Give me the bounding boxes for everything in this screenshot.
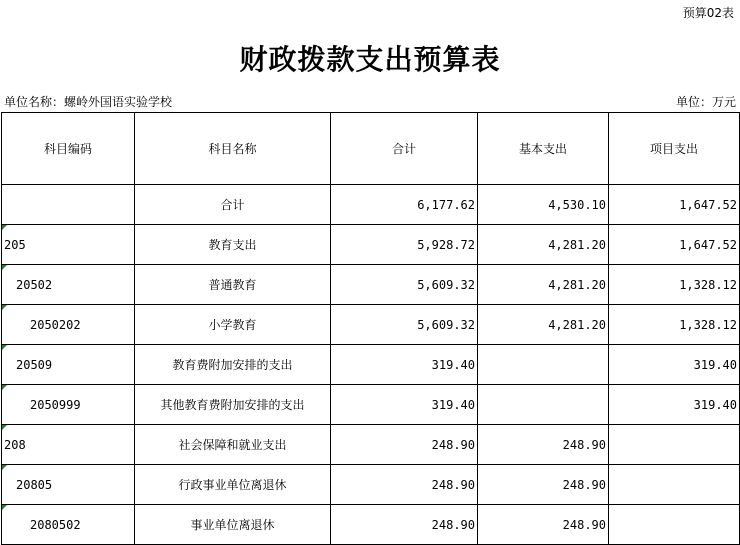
cell-basic: 248.90 <box>478 465 609 505</box>
cell-project: 319.40 <box>609 345 740 385</box>
cell-basic: 248.90 <box>478 425 609 465</box>
cell-total: 248.90 <box>331 465 478 505</box>
cell-marker-icon <box>2 225 7 230</box>
cell-code <box>2 305 135 345</box>
cell-project <box>609 425 740 465</box>
cell-marker-icon <box>2 465 7 470</box>
cell-project: 1,647.52 <box>609 225 740 265</box>
cell-project: 319.40 <box>609 385 740 425</box>
cell-basic: 4,281.20 <box>478 225 609 265</box>
table-row <box>2 465 740 505</box>
cell-name: 其他教育费附加安排的支出 <box>135 385 331 425</box>
cell-total: 6,177.62 <box>331 185 478 225</box>
cell-name: 合计 <box>135 185 331 225</box>
cell-name: 小学教育 <box>135 305 331 345</box>
cell-code <box>2 225 135 265</box>
cell-marker-icon <box>2 385 7 390</box>
cell-total: 5,609.32 <box>331 265 478 305</box>
currency-unit-label: 单位：万元 <box>675 95 736 109</box>
cell-project: 1,647.52 <box>609 185 740 225</box>
cell-basic: 4,281.20 <box>478 265 609 305</box>
cell-project <box>609 505 740 545</box>
cell-basic: 248.90 <box>478 505 609 545</box>
cell-code-text: 2080502 <box>30 517 81 532</box>
unit-name-label: 单位名称：螺岭外国语实验学校 <box>4 95 173 109</box>
cell-marker-icon <box>2 345 7 350</box>
table-header-row <box>2 113 740 185</box>
cell-code <box>2 385 135 425</box>
cell-name: 教育费附加安排的支出 <box>135 345 331 385</box>
cell-name: 教育支出 <box>135 225 331 265</box>
table-row <box>2 345 740 385</box>
cell-code <box>2 465 135 505</box>
cell-total: 248.90 <box>331 425 478 465</box>
cell-total: 319.40 <box>331 385 478 425</box>
cell-basic <box>478 385 609 425</box>
form-number: 预算02表 <box>682 6 734 20</box>
table-row <box>2 305 740 345</box>
header-code: 科目编码 <box>2 113 135 185</box>
cell-marker-icon <box>2 505 7 510</box>
cell-code <box>2 505 135 545</box>
cell-project: 1,328.12 <box>609 265 740 305</box>
cell-name: 普通教育 <box>135 265 331 305</box>
cell-name: 社会保障和就业支出 <box>135 425 331 465</box>
budget-table <box>1 112 740 545</box>
cell-code <box>2 425 135 465</box>
cell-total: 5,609.32 <box>331 305 478 345</box>
page-title: 财政拨款支出预算表 <box>239 43 501 76</box>
cell-code-text: 20502 <box>16 277 53 292</box>
table-row <box>2 425 740 465</box>
table-row <box>2 185 740 225</box>
cell-basic <box>478 345 609 385</box>
table-row <box>2 265 740 305</box>
cell-basic: 4,530.10 <box>478 185 609 225</box>
cell-code-text: 2050999 <box>30 397 81 412</box>
cell-code-text: 2050202 <box>30 317 81 332</box>
table-row <box>2 385 740 425</box>
cell-name: 事业单位离退休 <box>135 505 331 545</box>
cell-project <box>609 465 740 505</box>
cell-code <box>2 185 135 225</box>
cell-total: 248.90 <box>331 505 478 545</box>
cell-total: 319.40 <box>331 345 478 385</box>
header-name: 科目名称 <box>135 113 331 185</box>
cell-total: 5,928.72 <box>331 225 478 265</box>
cell-name: 行政事业单位离退休 <box>135 465 331 505</box>
cell-marker-icon <box>2 265 7 270</box>
cell-code <box>2 265 135 305</box>
cell-code-text: 208 <box>4 437 26 452</box>
cell-marker-icon <box>2 305 7 310</box>
cell-marker-icon <box>2 425 7 430</box>
header-total: 合计 <box>331 113 478 185</box>
cell-code-text: 205 <box>4 237 26 252</box>
table-row <box>2 225 740 265</box>
table-row <box>2 505 740 545</box>
cell-project: 1,328.12 <box>609 305 740 345</box>
header-project: 项目支出 <box>609 113 740 185</box>
header-basic: 基本支出 <box>478 113 609 185</box>
cell-code <box>2 345 135 385</box>
cell-basic: 4,281.20 <box>478 305 609 345</box>
cell-code-text: 20805 <box>16 477 53 492</box>
cell-code-text: 20509 <box>16 357 53 372</box>
